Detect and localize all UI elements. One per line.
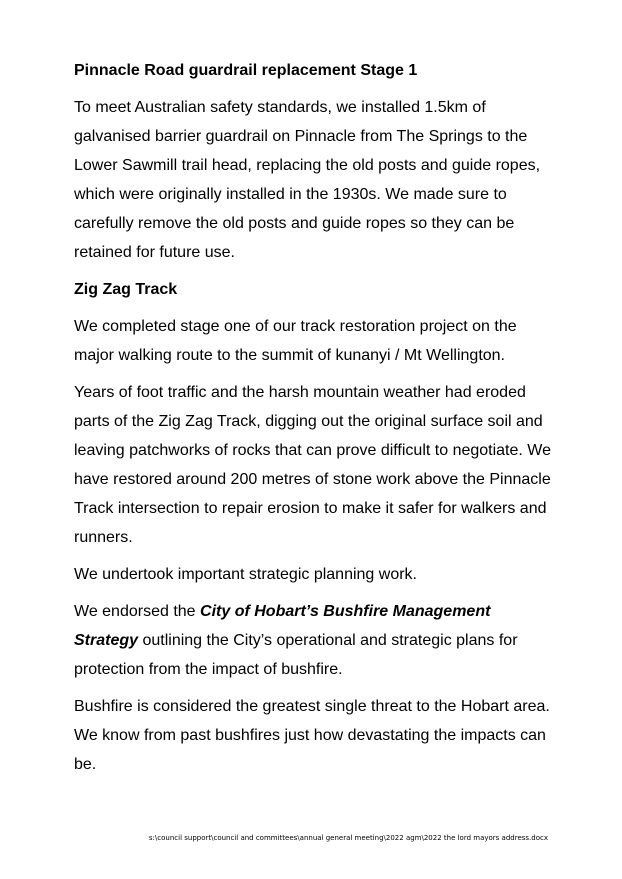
- paragraph-zigzag-restoration: Years of foot traffic and the harsh mountain weather had eroded parts of the Zig Zag Track, digging out the original surface soil and leaving patchworks of rocks that can prove difficult to negotiate. We have restored around 200 metres of stone work above the Pinnacle Track intersection to repair erosion to make it safer for walkers and runners.: [74, 384, 551, 546]
- strategy-title: City of Hobart’s Bushfire Management Strategy: [74, 603, 491, 649]
- document-body: [74, 56, 554, 787]
- endorse-suffix: outlining the City’s operational and strategic plans for protection from the impact of bushfire.: [74, 632, 518, 678]
- endorse-prefix: We endorsed the: [74, 603, 201, 620]
- paragraph-pinnacle: To meet Australian safety standards, we installed 1.5km of galvanised barrier guardrail on Pinnacle from The Springs to the Lower Sawmill trail head, replacing the old posts and guide ropes, which were originally installed in the 1930s. We made sure to carefully remove the old posts and guide ropes so they can be retained for future use.: [74, 99, 541, 261]
- paragraph-bushfire-strategy: [74, 597, 554, 684]
- section-heading-zigzag: Zig Zag Track: [74, 281, 178, 298]
- paragraph-zigzag-stage-one: We completed stage one of our track restoration project on the major walking route to the summit of kunanyi / Mt Wellington.: [74, 318, 517, 364]
- paragraph-bushfire-threat: Bushfire is considered the greatest single threat to the Hobart area. We know from past bushfires just how devastating the impacts can be.: [74, 698, 550, 773]
- paragraph-strategic-planning: We undertook important strategic planning work.: [74, 566, 417, 583]
- section-heading-pinnacle: Pinnacle Road guardrail replacement Stage 1: [74, 62, 418, 79]
- footer-file-path: s:\council support\council and committees\annual general meeting\2022 agm\2022 the lord mayors address.docx: [148, 834, 548, 842]
